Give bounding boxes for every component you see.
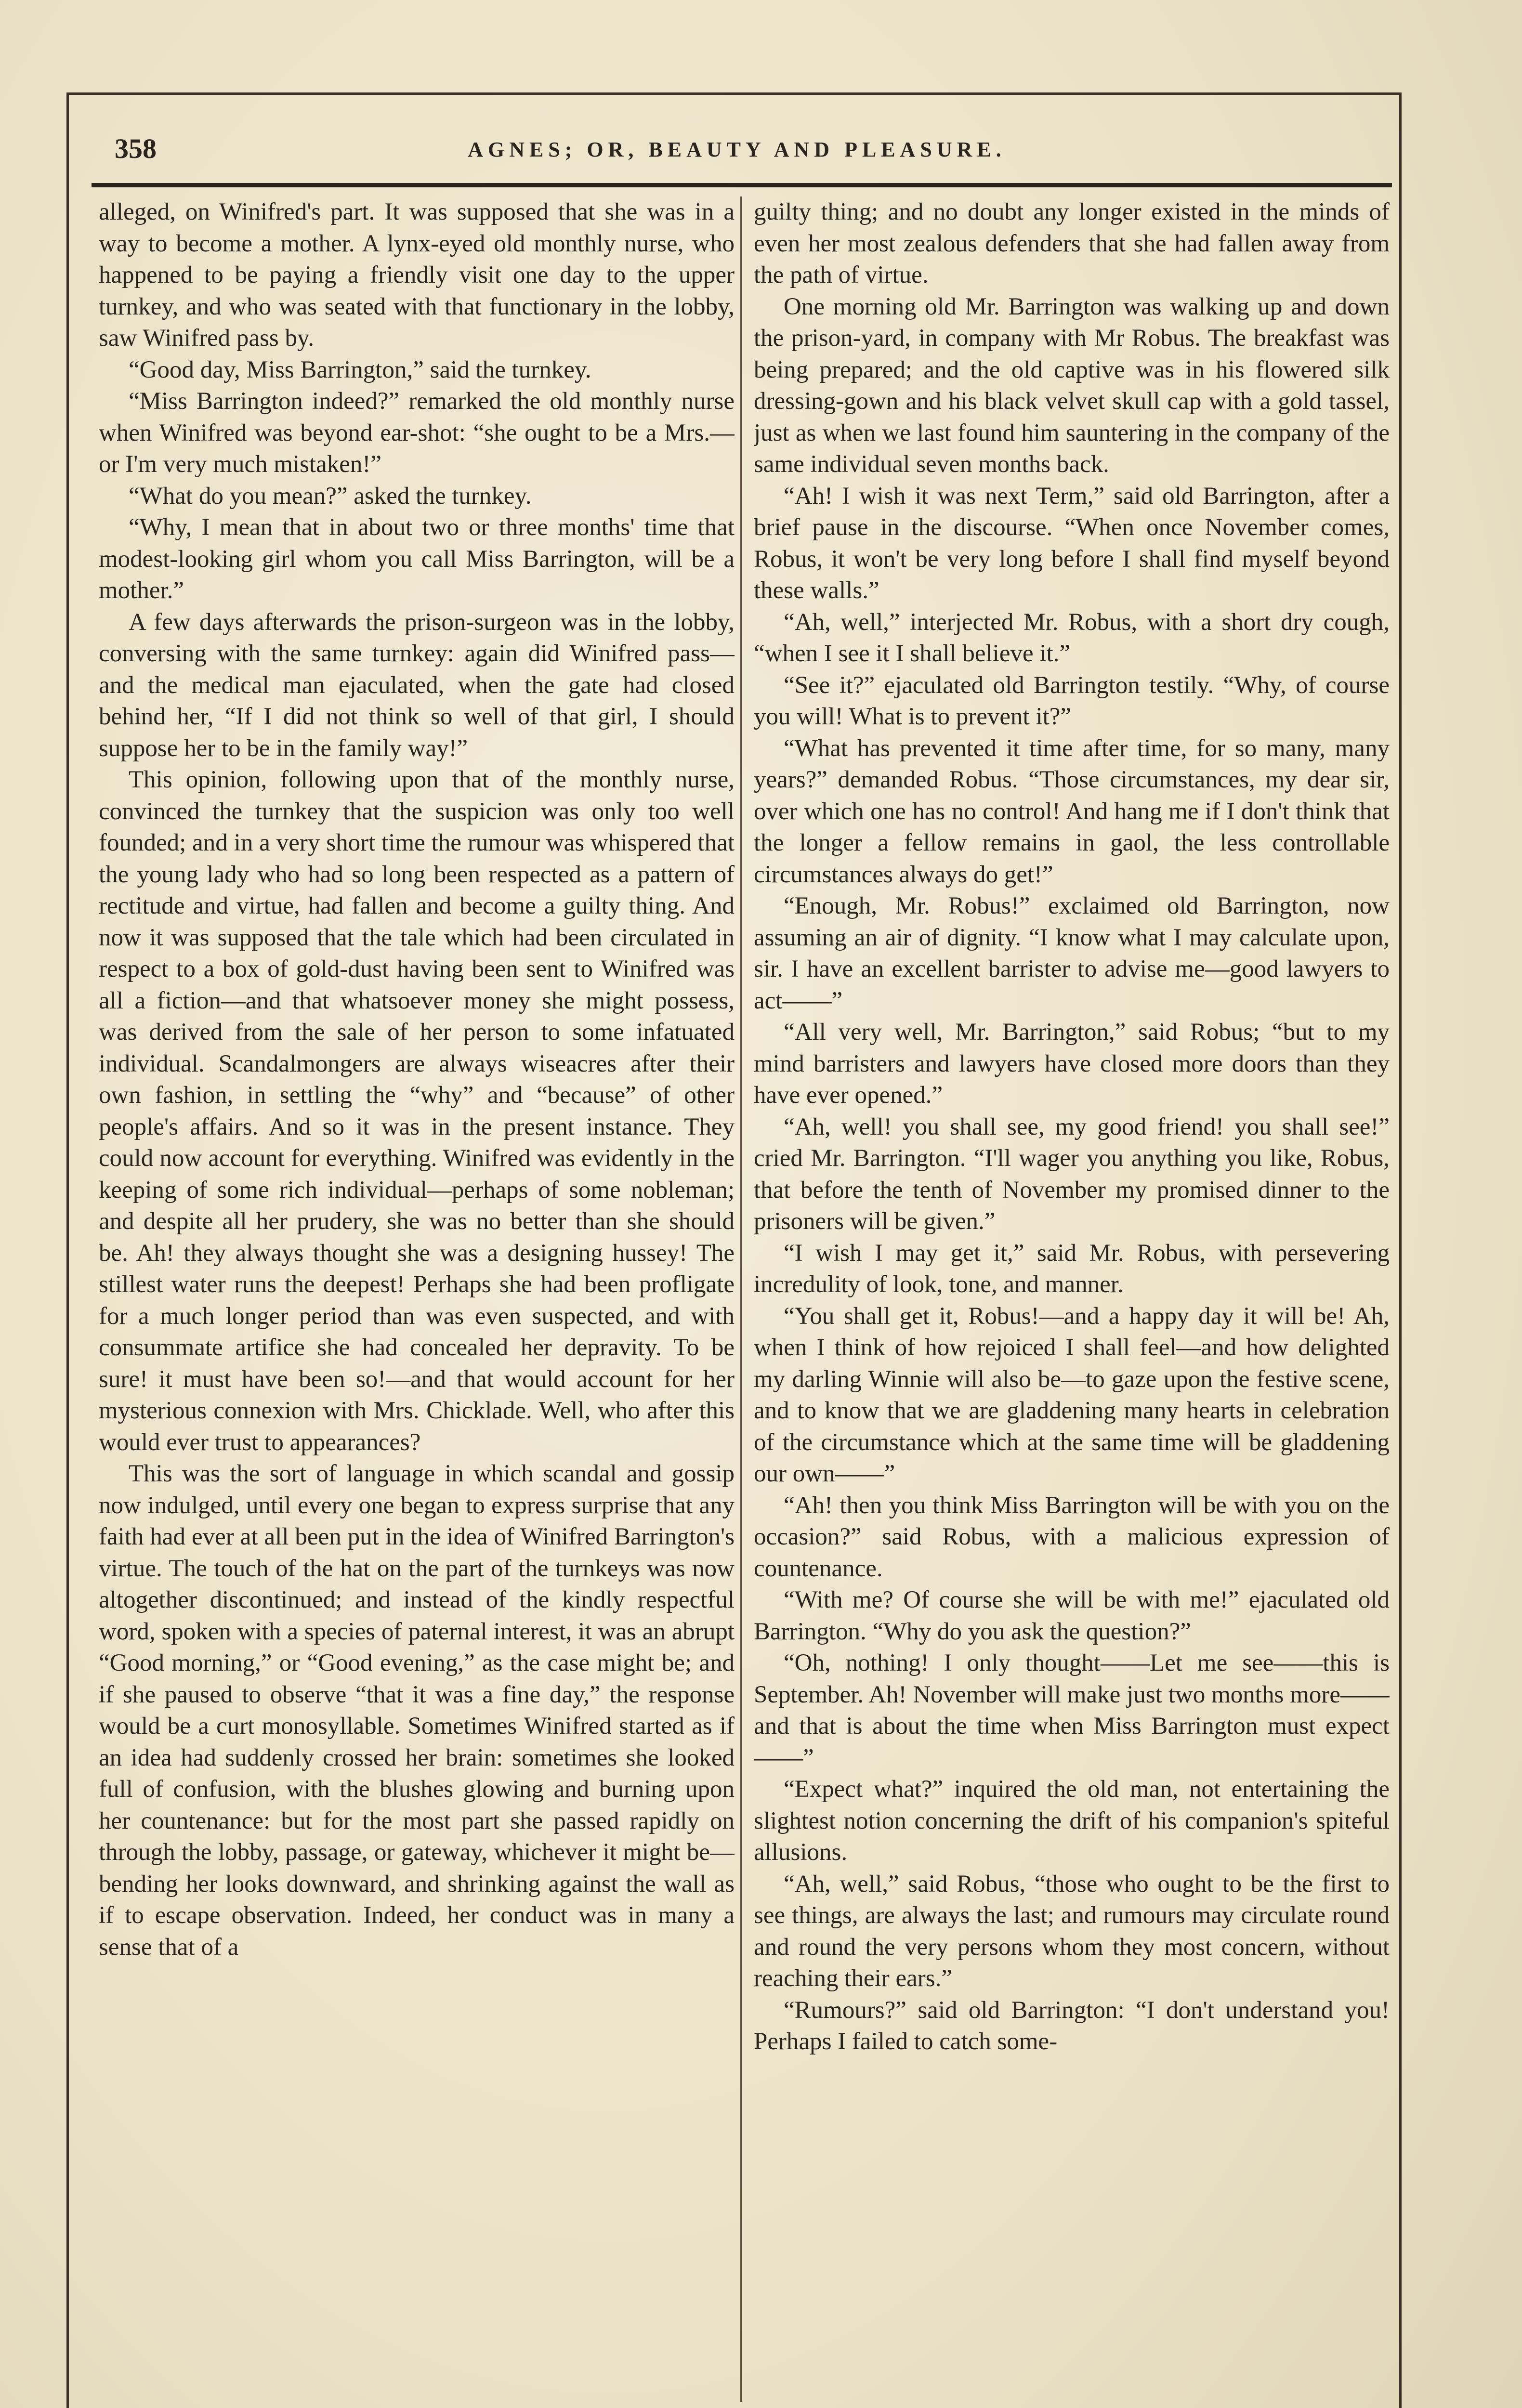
paragraph: “Ah! then you think Miss Barrington will be with you on the occasion?” said Robus, with a malicious expression of countenance. bbox=[754, 1492, 1390, 1582]
header-rule bbox=[92, 183, 1392, 187]
paragraph: “Ah! I wish it was next Term,” said old Barrington, after a brief pause in the discourse. “When once November comes, Robus, it won't be very long before I shall find myself beyond these walls.” bbox=[754, 482, 1390, 604]
paragraph: This opinion, following upon that of the monthly nurse, convinced the turnkey that the suspicion was only too well founded; and in a very short time the rumour was whispered that the young lady who had so long been respected as a pattern of rectitude and virtue, had fallen and become a guilty thing. And now it was supposed that the tale which had been circulated in respect to a box of gold-dust having been sent to Winifred was all a fiction—and that whatsoever money she might possess, was derived from the sale of her person to some infatuated individual. Scandalmongers are always wiseacres after their own fashion, in settling the “why” and “because” of other people's affairs. And so it was in the present instance. They could now account for everything. Winifred was evidently in the keeping of some rich individual—perhaps of some nobleman; and despite all her prudery, she was no better than she should be. Ah! they always thought she was a designing hussey! The stillest water runs the deepest! Perhaps she had been profligate for a much longer period than was even suspected, and with consummate artifice she had concealed her depravity. To be sure! it must have been so!—and that would account for her mysterious connexion with Mrs. Chicklade. Well, who after this would ever trust to appearances? bbox=[99, 766, 735, 1456]
paragraph: “Ah, well! you shall see, my good friend! you shall see!” cried Mr. Barrington. “I'll wager you anything you like, Robus, that before the tenth of November my promised dinner to the prisoners will be given.” bbox=[754, 1113, 1390, 1235]
paragraph: A few days afterwards the prison-surgeon was in the lobby, conversing with the same turnkey: again did Winifred pass—and the medical man ejaculated, when the gate had closed behind her, “If I did not think so well of that girl, I should suppose her to be in the family way!” bbox=[99, 608, 735, 762]
paragraph: “All very well, Mr. Barrington,” said Robus; “but to my mind barristers and lawyers have closed more doors than they have ever opened.” bbox=[754, 1019, 1390, 1109]
paragraph: This was the sort of language in which scandal and gossip now indulged, until every one began to express surprise that any faith had ever at all been put in the idea of Winifred Barrington's virtue. The touch of the hat on the part of the turnkeys was now altogether discontinued; and instead of the kindly respectful word, spoken with a species of paternal interest, it was an abrupt “Good morning,” or “Good evening,” as the case might be; and if she paused to observe “that it was a fine day,” the response would be a curt monosyllable. Sometimes Winifred started as if an idea had suddenly crossed her brain: sometimes she looked full of confusion, with the blushes glowing and burning upon her countenance: but for the most part she passed rapidly on through the lobby, passage, or gateway, whichever it might be—bending her looks downward, and shrinking against the wall as if to escape observation. Indeed, her conduct was in many a sense that of a bbox=[99, 1460, 735, 1961]
paragraph: “Rumours?” said old Barrington: “I don't understand you! Perhaps I failed to catch some- bbox=[754, 1996, 1390, 2055]
paragraph: alleged, on Winifred's part. It was supposed that she was in a way to become a mother. A lynx-eyed old monthly nurse, who happened to be paying a friendly visit one day to the upper turnkey, and who was seated with that functionary in the lobby, saw Winifred pass by. bbox=[99, 198, 735, 352]
paragraph: One morning old Mr. Barrington was walking up and down the prison-yard, in company with Mr Robus. The breakfast was being prepared; and the old captive was in his flowered silk dressing-gown and his black velvet skull cap with a gold tassel, just as when we last found him sauntering in the company of the same individual seven months back. bbox=[754, 293, 1390, 478]
paragraph: “You shall get it, Robus!—and a happy day it will be! Ah, when I think of how rejoiced I shall feel—and how delighted my darling Winnie will also be—to gaze upon the festive scene, and to know that we are gladdening many hearts in celebration of the circumstance which at the same time will be gladdening our own——” bbox=[754, 1302, 1390, 1487]
paragraph: “What do you mean?” asked the turnkey. bbox=[129, 482, 532, 510]
paragraph: “I wish I may get it,” said Mr. Robus, with persevering incredulity of look, tone, and manner. bbox=[754, 1239, 1390, 1298]
paragraph: “With me? Of course she will be with me!” ejaculated old Barrington. “Why do you ask the question?” bbox=[754, 1586, 1390, 1645]
left-column bbox=[99, 196, 735, 2402]
page-number: 358 bbox=[115, 133, 157, 164]
column-divider bbox=[740, 196, 742, 2402]
paragraph: “Good day, Miss Barrington,” said the turnkey. bbox=[129, 356, 591, 383]
paragraph: “What has prevented it time after time, for so many, many years?” demanded Robus. “Those circumstances, my dear sir, over which one has no control! And hang me if I don't think that the longer a fellow remains in gaol, the less controllable circumstances always do get!” bbox=[754, 734, 1390, 888]
paragraph: “Expect what?” inquired the old man, not entertaining the slightest notion concerning the drift of his companion's spiteful allusions. bbox=[754, 1776, 1390, 1866]
paragraph: guilty thing; and no doubt any longer existed in the minds of even her most zealous defenders that she had fallen away from the path of virtue. bbox=[754, 198, 1390, 288]
frame-right-rule bbox=[1399, 92, 1402, 2408]
page-header bbox=[101, 132, 1373, 176]
frame-left-rule bbox=[66, 92, 69, 2408]
frame-top-rule bbox=[66, 92, 1402, 95]
paragraph: “Miss Barrington indeed?” remarked the old monthly nurse when Winifred was beyond ear-shot: “she ought to be a Mrs.—or I'm very much mistaken!” bbox=[99, 388, 735, 478]
paragraph: “Ah, well,” said Robus, “those who ought to be the first to see things, are always the last; and rumours may circulate round and round the very persons whom they most concern, without reaching their ears.” bbox=[754, 1870, 1390, 1992]
right-column bbox=[754, 196, 1390, 2402]
running-title: AGNES; OR, BEAUTY AND PLEASURE. bbox=[468, 138, 1006, 161]
paragraph: “Enough, Mr. Robus!” exclaimed old Barrington, now assuming an air of dignity. “I know what I may calculate upon, sir. I have an excellent barrister to advise me—good lawyers to act——” bbox=[754, 892, 1390, 1014]
paragraph: “See it?” ejaculated old Barrington testily. “Why, of course you will! What is to prevent it?” bbox=[754, 671, 1390, 730]
paragraph: “Why, I mean that in about two or three months' time that modest-looking girl whom you call Miss Barrington, will be a mother.” bbox=[99, 514, 735, 604]
paragraph: “Oh, nothing! I only thought——Let me see——this is September. Ah! November will make just two months more——and that is about the time when Miss Barrington must expect——” bbox=[754, 1649, 1390, 1771]
paragraph: “Ah, well,” interjected Mr. Robus, with a short dry cough, “when I see it I shall believe it.” bbox=[754, 608, 1390, 667]
